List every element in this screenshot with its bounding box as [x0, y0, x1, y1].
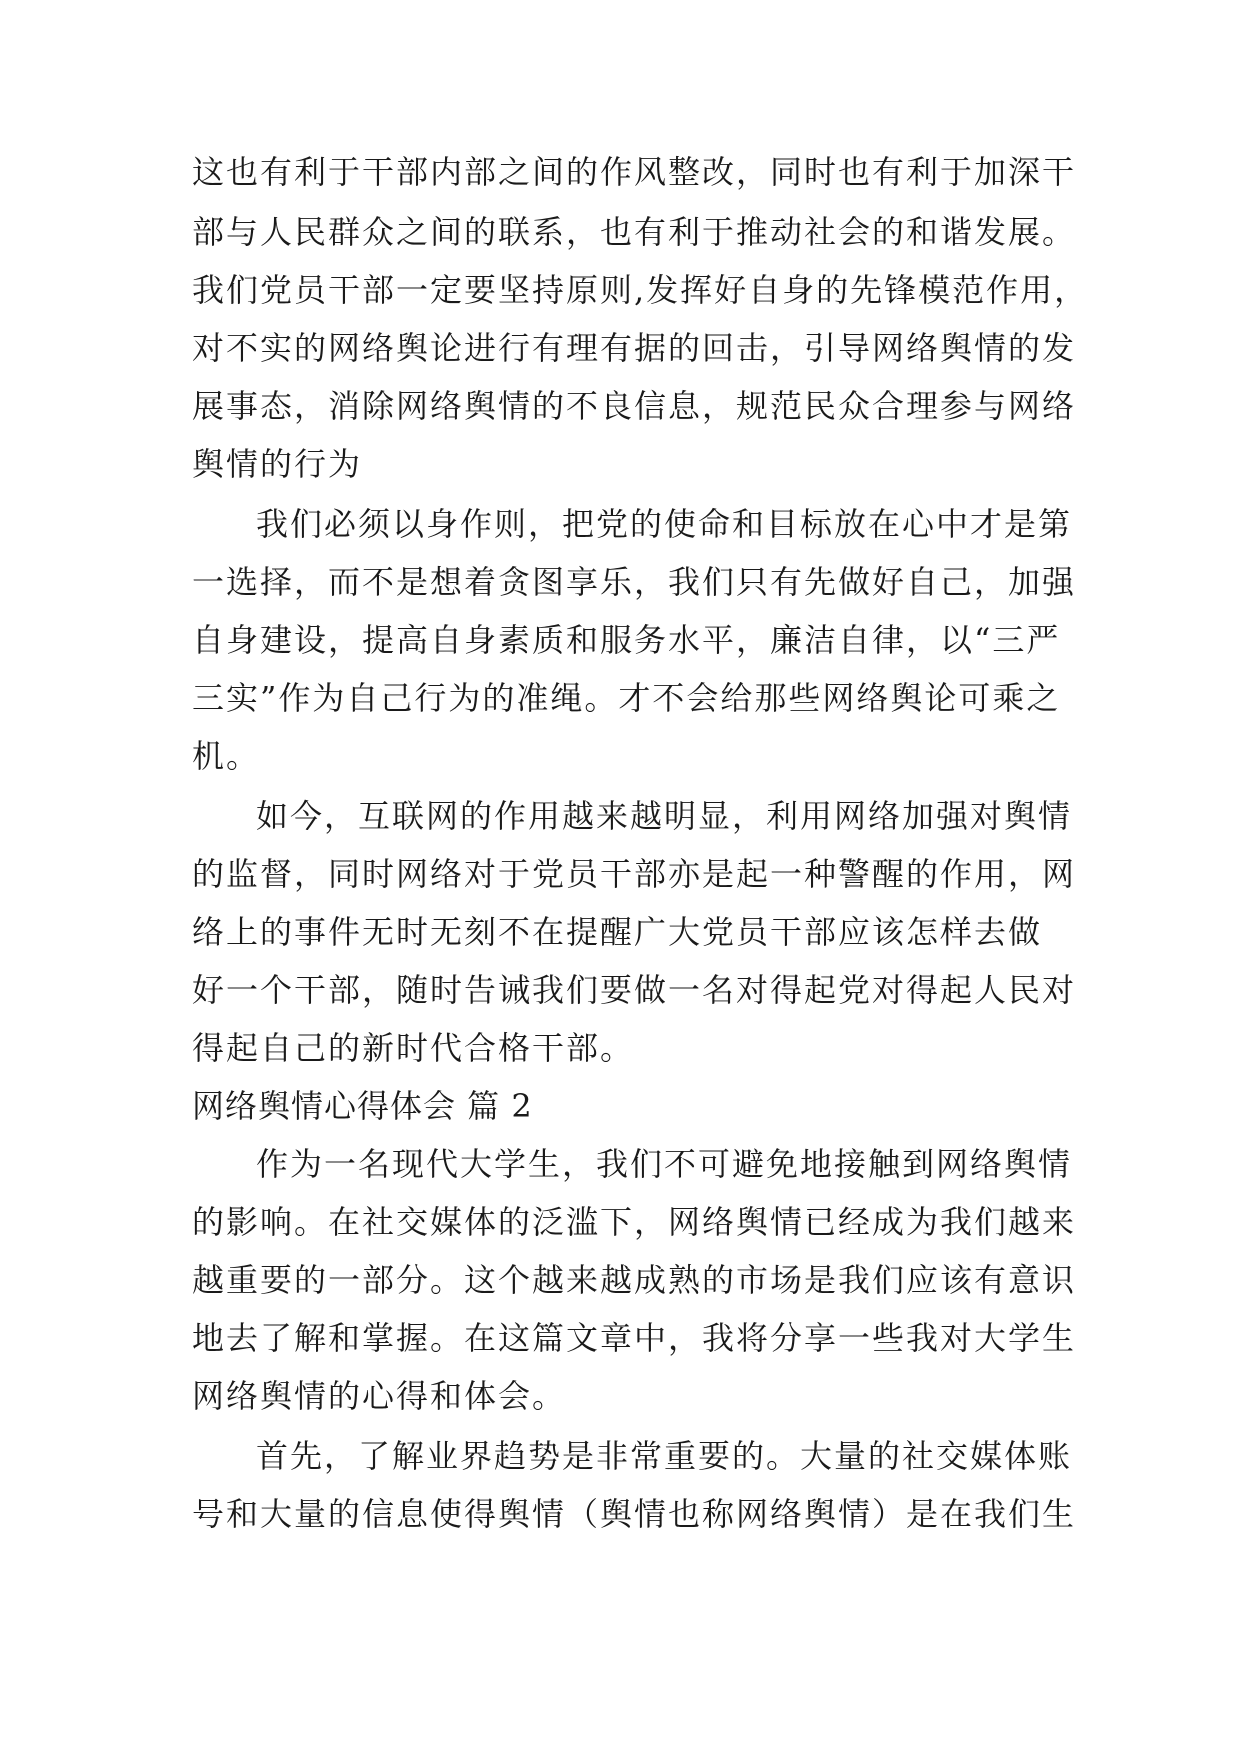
paragraph-line: 络上的事件无时无刻不在提醒广大党员干部应该怎样去做: [192, 913, 1043, 951]
paragraph-line: 首先，了解业界趋势是非常重要的。大量的社交媒体账: [256, 1437, 1073, 1475]
paragraph-line: 得起自己的新时代合格干部。: [192, 1029, 635, 1067]
paragraph-line: 展事态，消除网络舆情的不良信息，规范民众合理参与网络: [192, 387, 1077, 425]
paragraph-line: 网络舆情的心得和体会。: [192, 1377, 567, 1415]
paragraph-line: 机。: [192, 737, 261, 775]
paragraph-line: 这也有利于干部内部之间的作风整改，同时也有利于加深干: [192, 153, 1077, 191]
paragraph-line: 好一个干部，随时告诫我们要做一名对得起党对得起人民对: [192, 971, 1077, 1009]
paragraph-line: 三实”作为自己行为的准绳。才不会给那些网络舆论可乘之: [192, 679, 1061, 717]
section-heading: 网络舆情心得体会 篇 2: [192, 1087, 533, 1125]
paragraph-line: 我们党员干部一定要坚持原则,发挥好自身的先锋模范作用，: [192, 271, 1089, 309]
paragraph-line: 号和大量的信息使得舆情（舆情也称网络舆情）是在我们生: [192, 1495, 1077, 1533]
paragraph-line: 一选择，而不是想着贪图享乐，我们只有先做好自己，加强: [192, 563, 1077, 601]
paragraph-line: 的影响。在社交媒体的泛滥下，网络舆情已经成为我们越来: [192, 1203, 1077, 1241]
paragraph-line: 我们必须以身作则，把党的使命和目标放在心中才是第: [256, 505, 1073, 543]
paragraph-line: 地去了解和掌握。在这篇文章中，我将分享一些我对大学生: [192, 1319, 1077, 1357]
paragraph-line: 部与人民群众之间的联系，也有利于推动社会的和谐发展。: [192, 213, 1077, 251]
paragraph-line: 的监督，同时网络对于党员干部亦是起一种警醒的作用，网: [192, 855, 1077, 893]
paragraph-line: 舆情的行为: [192, 445, 363, 483]
paragraph-line: 自身建设，提高自身素质和服务水平，廉洁自律，以“三严: [192, 621, 1061, 659]
paragraph-line: 对不实的网络舆论进行有理有据的回击，引导网络舆情的发: [192, 329, 1077, 367]
paragraph-line: 作为一名现代大学生，我们不可避免地接触到网络舆情: [256, 1145, 1073, 1183]
paragraph-line: 越重要的一部分。这个越来越成熟的市场是我们应该有意识: [192, 1261, 1077, 1299]
paragraph-line: 如今，互联网的作用越来越明显，利用网络加强对舆情: [256, 797, 1073, 835]
